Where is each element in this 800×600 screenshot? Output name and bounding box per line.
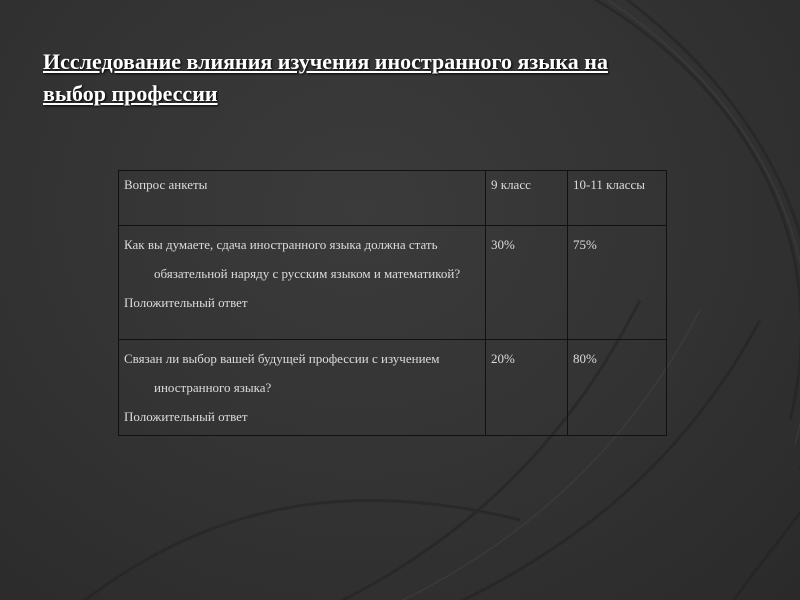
header-cell-grade-9: 9 класс: [486, 171, 568, 226]
grade-9-value: 20%: [486, 340, 568, 436]
answer-label: Положительный ответ: [124, 295, 248, 310]
question-text: Связан ли выбор вашей будущей профессии с изучением иностранного языка?: [124, 351, 440, 395]
header-cell-grade-10-11: 10-11 классы: [568, 171, 667, 226]
question-cell: [119, 226, 486, 340]
table-header-row: [119, 171, 667, 226]
question-text: Как вы думаете, сдача иностранного языка должна стать обязательной наряду с русским языком и математикой?: [124, 237, 461, 281]
survey-table: [118, 170, 667, 436]
header-cell-question: Вопрос анкеты: [119, 171, 486, 226]
answer-label: Положительный ответ: [124, 409, 248, 424]
grade-10-11-value: 75%: [568, 226, 667, 340]
grade-10-11-value: 80%: [568, 340, 667, 436]
table-row: [119, 340, 667, 436]
slide-title: Исследование влияния изучения иностранного языка на выбор профессии: [43, 49, 608, 106]
table-row: [119, 226, 667, 340]
question-cell: [119, 340, 486, 436]
grade-9-value: 30%: [486, 226, 568, 340]
